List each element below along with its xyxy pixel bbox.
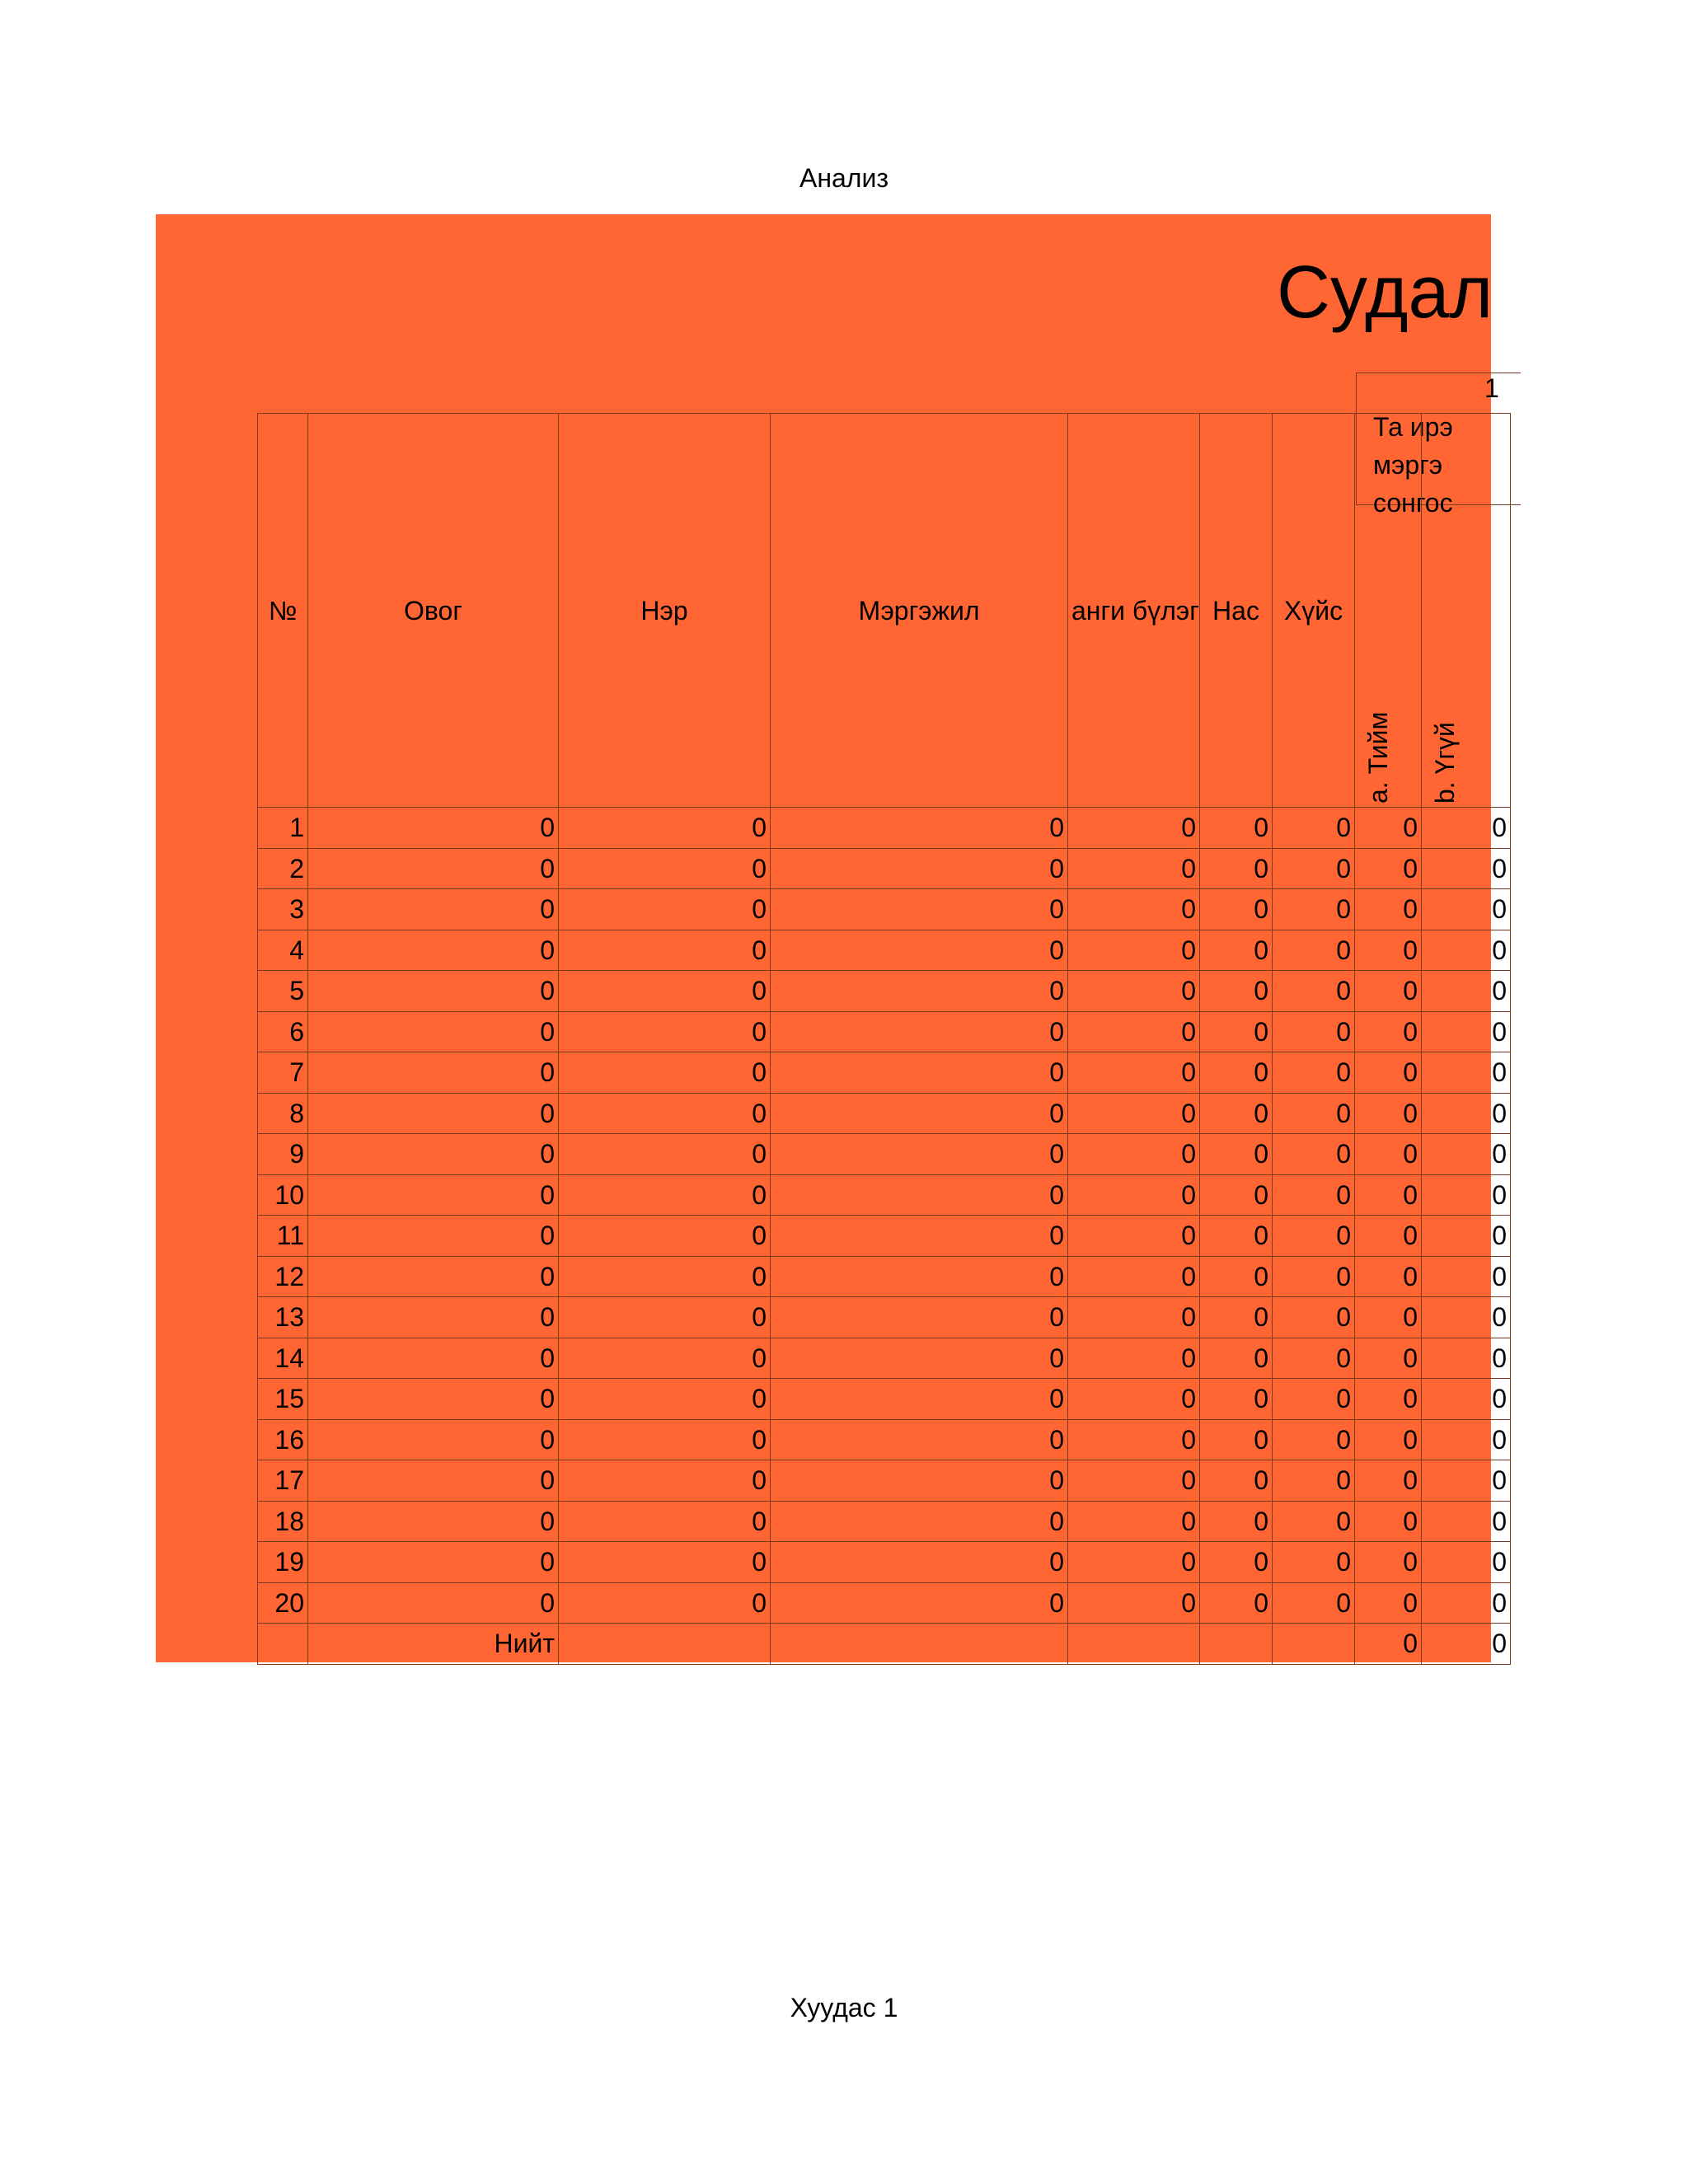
answer-yes-cell[interactable]: 0 — [1355, 1501, 1422, 1542]
answer-no-cell[interactable]: 0 — [1422, 848, 1511, 889]
gender-cell[interactable]: 0 — [1273, 1134, 1355, 1175]
row-number[interactable]: 16 — [258, 1419, 308, 1460]
gender-cell[interactable]: 0 — [1273, 1379, 1355, 1420]
total-row — [258, 1624, 1511, 1665]
gender-cell[interactable]: 0 — [1273, 930, 1355, 971]
name-cell[interactable]: 0 — [559, 889, 771, 930]
answer-yes-cell[interactable]: 0 — [1355, 808, 1422, 849]
total-empty-cell — [1200, 1624, 1273, 1665]
gender-cell[interactable]: 0 — [1273, 1256, 1355, 1297]
gender-cell[interactable]: 0 — [1273, 1093, 1355, 1134]
answer-no-cell[interactable]: 0 — [1422, 1501, 1511, 1542]
row-number[interactable]: 10 — [258, 1174, 308, 1216]
class-group-cell[interactable]: 0 — [1068, 808, 1200, 849]
class-group-cell[interactable]: 0 — [1068, 1379, 1200, 1420]
gender-cell[interactable]: 0 — [1273, 971, 1355, 1012]
surname-cell[interactable]: 0 — [308, 1052, 559, 1094]
answer-no-cell[interactable]: 0 — [1422, 971, 1511, 1012]
profession-cell[interactable]: 0 — [771, 1052, 1068, 1094]
profession-cell[interactable]: 0 — [771, 1419, 1068, 1460]
profession-cell[interactable]: 0 — [771, 889, 1068, 930]
row-number[interactable]: 20 — [258, 1582, 308, 1624]
answer-no-cell[interactable]: 0 — [1422, 1542, 1511, 1583]
class-group-cell[interactable]: 0 — [1068, 971, 1200, 1012]
name-cell[interactable]: 0 — [559, 1501, 771, 1542]
class-group-cell[interactable]: 0 — [1068, 1134, 1200, 1175]
age-cell[interactable]: 0 — [1200, 1379, 1273, 1420]
row-number[interactable]: 14 — [258, 1338, 308, 1379]
age-cell[interactable]: 0 — [1200, 848, 1273, 889]
name-cell[interactable]: 0 — [559, 808, 771, 849]
profession-cell[interactable]: 0 — [771, 1134, 1068, 1175]
surname-cell[interactable]: 0 — [308, 1501, 559, 1542]
answer-no-cell[interactable]: 0 — [1422, 808, 1511, 849]
answer-yes-cell[interactable]: 0 — [1355, 1093, 1422, 1134]
gender-cell[interactable]: 0 — [1273, 1052, 1355, 1094]
profession-cell[interactable]: 0 — [771, 971, 1068, 1012]
total-empty-cell — [771, 1624, 1068, 1665]
profession-cell[interactable]: 0 — [771, 1093, 1068, 1134]
page-header: Анализ — [799, 163, 889, 193]
class-group-cell[interactable]: 0 — [1068, 1256, 1200, 1297]
gender-cell[interactable]: 0 — [1273, 1011, 1355, 1052]
name-cell[interactable]: 0 — [559, 930, 771, 971]
table-row — [258, 1256, 1511, 1297]
row-number[interactable]: 2 — [258, 848, 308, 889]
row-number[interactable]: 12 — [258, 1256, 308, 1297]
surname-cell[interactable]: 0 — [308, 1011, 559, 1052]
answer-yes-cell[interactable]: 0 — [1355, 1011, 1422, 1052]
answer-no-cell[interactable]: 0 — [1422, 1256, 1511, 1297]
data-table — [257, 413, 1511, 1665]
page-footer: Хуудас 1 — [790, 1993, 898, 2022]
table-row — [258, 1297, 1511, 1338]
age-cell[interactable]: 0 — [1200, 1542, 1273, 1583]
answer-yes-cell[interactable]: 0 — [1355, 1052, 1422, 1094]
answer-no-cell[interactable]: 0 — [1422, 1011, 1511, 1052]
profession-cell[interactable]: 0 — [771, 1297, 1068, 1338]
row-number[interactable]: 3 — [258, 889, 308, 930]
table-row — [258, 1093, 1511, 1134]
table-row — [258, 1460, 1511, 1502]
table-row — [258, 930, 1511, 971]
answer-no-cell[interactable]: 0 — [1422, 1052, 1511, 1094]
class-group-cell[interactable]: 0 — [1068, 1501, 1200, 1542]
class-group-cell[interactable]: 0 — [1068, 1174, 1200, 1216]
table-row — [258, 1216, 1511, 1257]
gender-cell[interactable]: 0 — [1273, 1542, 1355, 1583]
age-cell[interactable]: 0 — [1200, 1093, 1273, 1134]
profession-cell[interactable]: 0 — [771, 1460, 1068, 1502]
column-header-gender: Хүйс — [1273, 414, 1355, 808]
answer-yes-cell[interactable]: 0 — [1355, 1338, 1422, 1379]
name-cell[interactable]: 0 — [559, 1379, 771, 1420]
table-row — [258, 808, 1511, 849]
answer-yes-cell[interactable]: 0 — [1355, 1419, 1422, 1460]
total-empty-cell — [1068, 1624, 1200, 1665]
sheet-title: Судал — [1277, 251, 1493, 334]
answer-yes-cell[interactable]: 0 — [1355, 1297, 1422, 1338]
column-header-number: № — [258, 414, 308, 808]
table-row — [258, 889, 1511, 930]
row-number[interactable]: 18 — [258, 1501, 308, 1542]
surname-cell[interactable]: 0 — [308, 1216, 559, 1257]
table-row — [258, 1379, 1511, 1420]
class-group-cell[interactable]: 0 — [1068, 889, 1200, 930]
answer-no-cell[interactable]: 0 — [1422, 1419, 1511, 1460]
question-text-line: мэргэ — [1373, 450, 1443, 480]
row-number[interactable]: 4 — [258, 930, 308, 971]
answer-no-cell[interactable]: 0 — [1422, 1297, 1511, 1338]
surname-cell[interactable]: 0 — [308, 1134, 559, 1175]
profession-cell[interactable]: 0 — [771, 1256, 1068, 1297]
age-cell[interactable]: 0 — [1200, 930, 1273, 971]
name-cell[interactable]: 0 — [559, 1174, 771, 1216]
profession-cell[interactable]: 0 — [771, 930, 1068, 971]
class-group-cell[interactable]: 0 — [1068, 1297, 1200, 1338]
answer-yes-cell[interactable]: 0 — [1355, 1460, 1422, 1502]
table-row — [258, 848, 1511, 889]
answer-no-label: b. Үгүй — [1430, 722, 1460, 804]
answer-yes-cell[interactable]: 0 — [1355, 1216, 1422, 1257]
surname-cell[interactable]: 0 — [308, 1256, 559, 1297]
row-number[interactable]: 9 — [258, 1134, 308, 1175]
gender-cell[interactable]: 0 — [1273, 1419, 1355, 1460]
gender-cell[interactable]: 0 — [1273, 1216, 1355, 1257]
answer-yes-cell[interactable]: 0 — [1355, 1174, 1422, 1216]
question-number: 1 — [1484, 373, 1499, 403]
class-group-cell[interactable]: 0 — [1068, 1460, 1200, 1502]
gender-cell[interactable]: 0 — [1273, 1501, 1355, 1542]
row-number[interactable]: 11 — [258, 1216, 308, 1257]
column-header-class-group: анги бүлэг — [1068, 414, 1200, 808]
age-cell[interactable]: 0 — [1200, 1052, 1273, 1094]
column-header-surname: Овог — [308, 414, 559, 808]
row-number[interactable]: 8 — [258, 1093, 308, 1134]
age-cell[interactable]: 0 — [1200, 1216, 1273, 1257]
surname-cell[interactable]: 0 — [308, 808, 559, 849]
surname-cell[interactable]: 0 — [308, 1419, 559, 1460]
surname-cell[interactable]: 0 — [308, 930, 559, 971]
answer-no-cell[interactable]: 0 — [1422, 1460, 1511, 1502]
class-group-cell[interactable]: 0 — [1068, 1093, 1200, 1134]
profession-cell[interactable]: 0 — [771, 1174, 1068, 1216]
class-group-cell[interactable]: 0 — [1068, 1052, 1200, 1094]
total-empty-cell — [1273, 1624, 1355, 1665]
age-cell[interactable]: 0 — [1200, 1256, 1273, 1297]
column-header-answer-no — [1422, 414, 1511, 808]
answer-no-cell[interactable]: 0 — [1422, 1134, 1511, 1175]
answer-yes-cell[interactable]: 0 — [1355, 1134, 1422, 1175]
class-group-cell[interactable]: 0 — [1068, 1011, 1200, 1052]
answer-yes-cell[interactable]: 0 — [1355, 1256, 1422, 1297]
age-cell[interactable]: 0 — [1200, 1174, 1273, 1216]
total-label: Нийт — [308, 1624, 559, 1665]
answer-yes-cell[interactable]: 0 — [1355, 848, 1422, 889]
question-text-line: сонгос — [1373, 488, 1453, 518]
table-row — [258, 1542, 1511, 1583]
answer-no-cell[interactable]: 0 — [1422, 1379, 1511, 1420]
answer-no-cell[interactable]: 0 — [1422, 1582, 1511, 1624]
profession-cell[interactable]: 0 — [771, 1216, 1068, 1257]
total-answer-yes: 0 — [1355, 1624, 1422, 1665]
answer-yes-cell[interactable]: 0 — [1355, 930, 1422, 971]
gender-cell[interactable]: 0 — [1273, 1338, 1355, 1379]
age-cell[interactable]: 0 — [1200, 808, 1273, 849]
row-number[interactable]: 1 — [258, 808, 308, 849]
surname-cell[interactable]: 0 — [308, 889, 559, 930]
age-cell[interactable]: 0 — [1200, 889, 1273, 930]
name-cell[interactable]: 0 — [559, 1297, 771, 1338]
name-cell[interactable]: 0 — [559, 1542, 771, 1583]
profession-cell[interactable]: 0 — [771, 1379, 1068, 1420]
name-cell[interactable]: 0 — [559, 1134, 771, 1175]
column-header-answer-yes — [1355, 414, 1422, 808]
total-answer-no: 0 — [1422, 1624, 1511, 1665]
row-number[interactable]: 15 — [258, 1379, 308, 1420]
table-row — [258, 1052, 1511, 1094]
surname-cell[interactable]: 0 — [308, 1093, 559, 1134]
surname-cell[interactable]: 0 — [308, 1174, 559, 1216]
age-cell[interactable]: 0 — [1200, 1297, 1273, 1338]
row-number[interactable]: 7 — [258, 1052, 308, 1094]
gender-cell[interactable]: 0 — [1273, 1460, 1355, 1502]
column-header-age: Нас — [1200, 414, 1273, 808]
class-group-cell[interactable]: 0 — [1068, 1542, 1200, 1583]
gender-cell[interactable]: 0 — [1273, 1174, 1355, 1216]
class-group-cell[interactable]: 0 — [1068, 1419, 1200, 1460]
row-number[interactable]: 5 — [258, 971, 308, 1012]
answer-no-cell[interactable]: 0 — [1422, 930, 1511, 971]
table-row — [258, 1174, 1511, 1216]
profession-cell[interactable]: 0 — [771, 848, 1068, 889]
class-group-cell[interactable]: 0 — [1068, 1216, 1200, 1257]
name-cell[interactable]: 0 — [559, 1052, 771, 1094]
name-cell[interactable]: 0 — [559, 1011, 771, 1052]
gender-cell[interactable]: 0 — [1273, 848, 1355, 889]
row-number[interactable]: 6 — [258, 1011, 308, 1052]
class-group-cell[interactable]: 0 — [1068, 848, 1200, 889]
answer-no-cell[interactable]: 0 — [1422, 1174, 1511, 1216]
gender-cell[interactable]: 0 — [1273, 1582, 1355, 1624]
gender-cell[interactable]: 0 — [1273, 808, 1355, 849]
table-row — [258, 1338, 1511, 1379]
answer-no-cell[interactable]: 0 — [1422, 1338, 1511, 1379]
surname-cell[interactable]: 0 — [308, 1297, 559, 1338]
class-group-cell[interactable]: 0 — [1068, 1582, 1200, 1624]
age-cell[interactable]: 0 — [1200, 1011, 1273, 1052]
surname-cell[interactable]: 0 — [308, 1582, 559, 1624]
age-cell[interactable]: 0 — [1200, 1582, 1273, 1624]
name-cell[interactable]: 0 — [559, 1216, 771, 1257]
age-cell[interactable]: 0 — [1200, 1460, 1273, 1502]
column-header-name: Нэр — [559, 414, 771, 808]
answer-no-cell[interactable]: 0 — [1422, 889, 1511, 930]
gender-cell[interactable]: 0 — [1273, 1297, 1355, 1338]
total-empty-cell — [559, 1624, 771, 1665]
header-row — [258, 414, 1511, 808]
row-number[interactable]: 13 — [258, 1297, 308, 1338]
question-text-line: Та ирэ — [1373, 412, 1453, 442]
answer-yes-cell[interactable]: 0 — [1355, 1542, 1422, 1583]
row-number[interactable]: 17 — [258, 1460, 308, 1502]
surname-cell[interactable]: 0 — [308, 971, 559, 1012]
profession-cell[interactable]: 0 — [771, 1011, 1068, 1052]
profession-cell[interactable]: 0 — [771, 808, 1068, 849]
age-cell[interactable]: 0 — [1200, 1419, 1273, 1460]
table-row — [258, 1582, 1511, 1624]
name-cell[interactable]: 0 — [559, 1338, 771, 1379]
class-group-cell[interactable]: 0 — [1068, 1338, 1200, 1379]
answer-no-cell[interactable]: 0 — [1422, 1093, 1511, 1134]
age-cell[interactable]: 0 — [1200, 1501, 1273, 1542]
answer-yes-cell[interactable]: 0 — [1355, 1379, 1422, 1420]
surname-cell[interactable]: 0 — [308, 1460, 559, 1502]
gender-cell[interactable]: 0 — [1273, 889, 1355, 930]
total-empty-cell — [258, 1624, 308, 1665]
answer-yes-cell[interactable]: 0 — [1355, 889, 1422, 930]
age-cell[interactable]: 0 — [1200, 971, 1273, 1012]
profession-cell[interactable]: 0 — [771, 1501, 1068, 1542]
profession-cell[interactable]: 0 — [771, 1338, 1068, 1379]
surname-cell[interactable]: 0 — [308, 1338, 559, 1379]
answer-yes-cell[interactable]: 0 — [1355, 1582, 1422, 1624]
name-cell[interactable]: 0 — [559, 1093, 771, 1134]
table-row — [258, 1134, 1511, 1175]
table-row — [258, 1419, 1511, 1460]
table-row — [258, 1011, 1511, 1052]
answer-yes-label: a. Тийм — [1363, 711, 1393, 804]
spreadsheet-area — [156, 214, 1507, 1662]
age-cell[interactable]: 0 — [1200, 1338, 1273, 1379]
name-cell[interactable]: 0 — [559, 848, 771, 889]
profession-cell[interactable]: 0 — [771, 1542, 1068, 1583]
class-group-cell[interactable]: 0 — [1068, 930, 1200, 971]
name-cell[interactable]: 0 — [559, 1256, 771, 1297]
profession-cell[interactable]: 0 — [771, 1582, 1068, 1624]
age-cell[interactable]: 0 — [1200, 1134, 1273, 1175]
table-row — [258, 1501, 1511, 1542]
answer-no-cell[interactable]: 0 — [1422, 1216, 1511, 1257]
name-cell[interactable]: 0 — [559, 1419, 771, 1460]
answer-yes-cell[interactable]: 0 — [1355, 971, 1422, 1012]
row-number[interactable]: 19 — [258, 1542, 308, 1583]
table-row — [258, 971, 1511, 1012]
column-header-profession: Мэргэжил — [771, 414, 1068, 808]
surname-cell[interactable]: 0 — [308, 1379, 559, 1420]
name-cell[interactable]: 0 — [559, 1582, 771, 1624]
surname-cell[interactable]: 0 — [308, 848, 559, 889]
surname-cell[interactable]: 0 — [308, 1542, 559, 1583]
name-cell[interactable]: 0 — [559, 1460, 771, 1502]
name-cell[interactable]: 0 — [559, 971, 771, 1012]
